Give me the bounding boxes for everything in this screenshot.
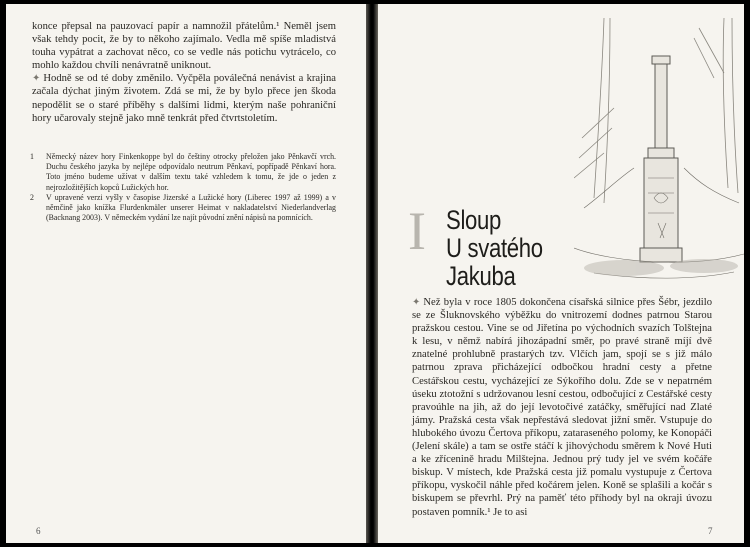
left-paragraph-1: konce přepsal na pauzovací papír a namnožil přátelům.¹ Neměl jsem však tehdy pocit, že by to někoho zajímalo. Vedla mě spíše mladistvá touha vypátrat a zachovat něco, co se vedle nás potichu vytrácelo, co mohlo každou chvíli nenávratně uniknout. xyxy=(32,21,336,72)
left-page xyxy=(6,4,366,543)
right-paragraph-text: Než byla v roce 1805 dokončena císařská silnice přes Šébr, jezdilo se ze Šluknovského výběžku do vnitrozemí dodnes patrnou Starou pražskou cestou. Vine se od Jiřetína po východních svazích Tolštejna k lesu, v němž nabírá jihozápadní směr, po pravé straně míjí dvě znatelné prohlubně prastarých tzv. Vlčích jam, spojí se s již málo patrnou zprava přicházející odbočkou hradní cesty a přetne Cestářskou cestu, vycházející ze Sýkořího dolu. Zde se v nepatrném úseku ztotožní s udržovanou lesní cestou, odbočující z Cestářské cesty pravoúhle na jih, až do její levotočivé zatáčky, směřující nad Zlaté jámy. Pražská cesta však nepřestává sledovat jižní směr. Vstupuje do hlubokého úvozu Čertova příkopu, zataraseného polomy, ke Konopáči (Jelení skále) a tam se ostře stáčí k jihovýchodu směrem k Nové Huti a ke zřícenině hradu Milštejna. Jednou prý tudy jel ve svém kočáře biskup. V místech, kde Pražská cesta již pomalu vystupuje z Čertova příkopu, vyskočil náhle před kočárem jelen. Koně se splašili a kočár s biskupem se převrhl. Prý na paměť této příhody byl na okraji úvozu postaven pomník.¹ Je to asi xyxy=(412,297,712,518)
footnote-number: 1 xyxy=(30,152,34,161)
left-paragraph-2 xyxy=(32,72,336,124)
right-body-text xyxy=(412,296,712,519)
paragraph-mark-icon: ✦ xyxy=(32,73,41,85)
chapter-number: I xyxy=(408,201,426,261)
footnotes xyxy=(30,152,336,223)
chapter-title xyxy=(446,206,543,290)
footnote-text: V upravené verzi vyšly v časopise Jizerské a Lužické hory (Liberec 1997 až 1999) a v němčině jako knížka Flurdenkmäler unserer Heimat v nakladatelství Niederlandverlag (Backnang 2003). V německém vydání lze najít původní znění nápisů na pomnících. xyxy=(46,192,336,223)
right-page xyxy=(378,4,744,543)
footnote-text: Německý název hory Finkenkoppe byl do češtiny otrocky přeložen jako Pěnkavčí vrch. Duchu českého jazyka by nejlépe odpovídalo neutrum Pěnkaví, popřípadě Pěnkaví hora. Toto jméno budeme užívat v dalším textu také vzhledem k tomu, že jde o jeden z nejrozložitějších kopců Lužických hor. xyxy=(46,152,336,192)
paragraph-mark-icon: ✦ xyxy=(412,297,421,308)
footnote xyxy=(30,152,336,193)
page-number-right: 7 xyxy=(708,526,713,536)
page-number-left: 6 xyxy=(36,526,41,536)
book-spread xyxy=(6,4,744,543)
chapter-title-line: U svatého xyxy=(446,233,543,263)
right-paragraph xyxy=(412,296,712,519)
chapter-title-line: Sloup xyxy=(446,205,501,235)
left-body-text xyxy=(32,20,336,125)
footnote xyxy=(30,193,336,224)
chapter-title-line: Jakuba xyxy=(446,261,516,291)
left-paragraph-2-text: Hodně se od té doby změnilo. Vyčpěla poválečná nenávist a krajina začala dýchat jiným životem. Zdá se mi, že by bylo přece jen škoda nepodělit se o staré příběhy s dalšími lidmi, kterým naše pohraniční hory učarovaly stejně jako mně tenkrát před čtvrtstoletím. xyxy=(32,73,336,124)
book-gutter xyxy=(366,4,378,543)
footnote-number: 2 xyxy=(30,192,34,202)
column-illustration xyxy=(574,18,744,288)
